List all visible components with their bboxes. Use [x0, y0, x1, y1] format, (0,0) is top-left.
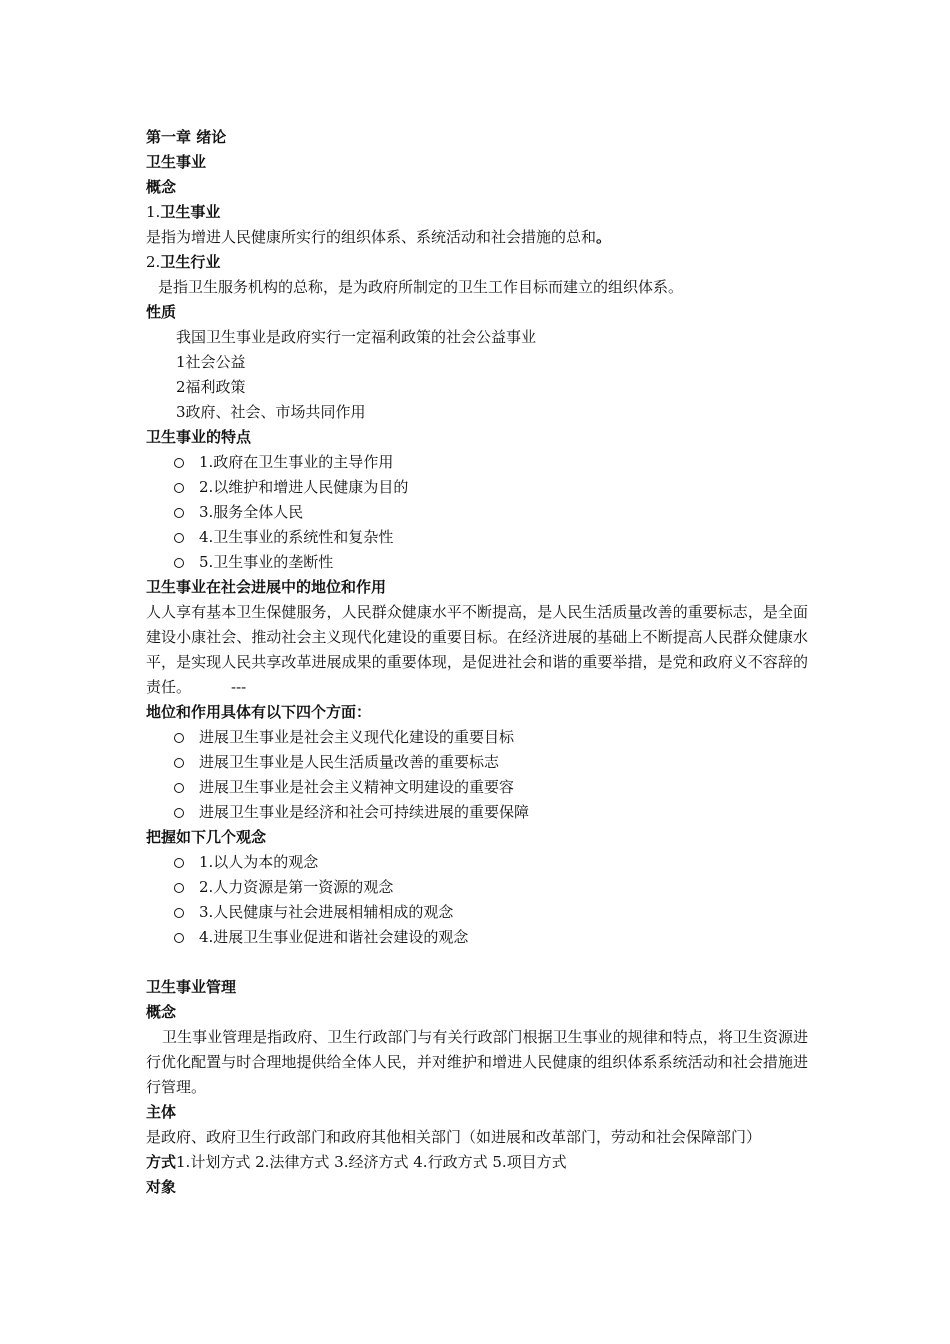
concepts-list-item	[146, 850, 808, 875]
nature-item: 1社会公益	[176, 353, 246, 371]
term-item-1	[146, 200, 808, 225]
nature-item: 2福利政策	[176, 378, 246, 396]
circle-bullet-icon	[174, 883, 184, 893]
methods-text: 1.计划方式 2.法律方式 3.经济方式 4.行政方式 5.项目方式	[176, 1153, 567, 1171]
circle-bullet-icon	[174, 458, 184, 468]
aspects-list-item	[146, 800, 808, 825]
term-item-2-definition: 是指卫生服务机构的总称，是为政府所制定的卫生工作目标而建立的组织体系。	[158, 278, 684, 296]
list-item-text: 2.人力资源是第一资源的观念	[199, 878, 394, 896]
section-title: 卫生事业	[146, 153, 207, 171]
nature-item: 3政府、社会、市场共同作用	[176, 403, 366, 421]
concepts-list-item	[146, 875, 808, 900]
status-paragraph-tail: ---	[231, 678, 247, 696]
term-item-1-number: 1.	[146, 203, 161, 221]
status-paragraph	[146, 600, 808, 700]
features-list-item	[146, 550, 808, 575]
nature-lead: 我国卫生事业是政府实行一定福利政策的社会公益事业	[176, 328, 537, 346]
features-heading: 卫生事业的特点	[146, 428, 252, 446]
term-item-1-definition	[146, 225, 808, 250]
list-item-text: 4.卫生事业的系统性和复杂性	[199, 528, 394, 546]
circle-bullet-icon	[174, 483, 184, 493]
concepts-list-item	[146, 925, 808, 950]
aspects-list-item	[146, 775, 808, 800]
term-item-1-title: 卫生事业	[160, 203, 221, 221]
document-content	[146, 125, 808, 1200]
term-item-2-title: 卫生行业	[160, 253, 221, 271]
circle-bullet-icon	[174, 808, 184, 818]
section2-concept-heading: 概念	[146, 1003, 177, 1021]
circle-bullet-icon	[174, 758, 184, 768]
term-item-2-number: 2.	[146, 253, 161, 271]
status-paragraph-text: 人人享有基本卫生保健服务，人民群众健康水平不断提高，是人民生活质量改善的重要标志，是全面建设小康社会、推动社会主义现代化建设的重要目标。在经济进展的基础上不断提高人民群众健康水平，是实现人民共享改革进展成果的重要体现，是促进社会和谐的重要举措，是党和政府义不容辞的责任。	[146, 603, 808, 696]
circle-bullet-icon	[174, 533, 184, 543]
features-list-item	[146, 475, 808, 500]
list-item-text: 进展卫生事业是社会主义精神文明建设的重要容	[199, 778, 515, 796]
features-list-item	[146, 500, 808, 525]
list-item-text: 4.进展卫生事业促进和谐社会建设的观念	[199, 928, 469, 946]
list-item-text: 1.政府在卫生事业的主导作用	[199, 453, 394, 471]
features-list-item	[146, 450, 808, 475]
list-item-text: 3.服务全体人民	[199, 503, 304, 521]
nature-heading: 性质	[146, 303, 177, 321]
list-item-text: 进展卫生事业是人民生活质量改善的重要标志	[199, 753, 500, 771]
section2-title: 卫生事业管理	[146, 978, 237, 996]
features-list-item	[146, 525, 808, 550]
circle-bullet-icon	[174, 508, 184, 518]
chapter-title: 第一章 绪论	[146, 128, 227, 146]
object-heading: 对象	[146, 1178, 177, 1196]
circle-bullet-icon	[174, 733, 184, 743]
section2-concept-paragraph: 卫生事业管理是指政府、卫生行政部门与有关行政部门根据卫生事业的规律和特点，将卫生资源进行优化配置与时合理地提供给全体人民，并对维护和增进人民健康的组织体系系统活动和社会措施进行管理。	[146, 1028, 808, 1096]
term-item-1-definition-end: 。	[596, 228, 612, 246]
section-spacer	[146, 950, 808, 975]
list-item-text: 3.人民健康与社会进展相辅相成的观念	[199, 903, 454, 921]
term-item-1-definition-text: 是指为增进人民健康所实行的组织体系、系统活动和社会措施的总和	[146, 228, 597, 246]
status-heading: 卫生事业在社会进展中的地位和作用	[146, 578, 387, 596]
circle-bullet-icon	[174, 858, 184, 868]
concepts-heading: 把握如下几个观念	[146, 828, 267, 846]
aspects-heading: 地位和作用具体有以下四个方面：	[146, 703, 372, 721]
circle-bullet-icon	[174, 908, 184, 918]
list-item-text: 5.卫生事业的垄断性	[199, 553, 334, 571]
list-item-text: 1.以人为本的观念	[199, 853, 319, 871]
aspects-list-item	[146, 725, 808, 750]
subject-paragraph: 是政府、政府卫生行政部门和政府其他相关部门（如进展和改革部门，劳动和社会保障部门）	[146, 1128, 762, 1146]
aspects-list-item	[146, 750, 808, 775]
circle-bullet-icon	[174, 783, 184, 793]
circle-bullet-icon	[174, 558, 184, 568]
concepts-list-item	[146, 900, 808, 925]
concept-heading: 概念	[146, 178, 177, 196]
methods-line	[146, 1150, 808, 1175]
subject-heading: 主体	[146, 1103, 177, 1121]
list-item-text: 进展卫生事业是经济和社会可持续进展的重要保障	[199, 803, 530, 821]
list-item-text: 2.以维护和增进人民健康为目的	[199, 478, 409, 496]
list-item-text: 进展卫生事业是社会主义现代化建设的重要目标	[199, 728, 515, 746]
methods-heading: 方式	[146, 1153, 177, 1171]
term-item-2	[146, 250, 808, 275]
circle-bullet-icon	[174, 933, 184, 943]
